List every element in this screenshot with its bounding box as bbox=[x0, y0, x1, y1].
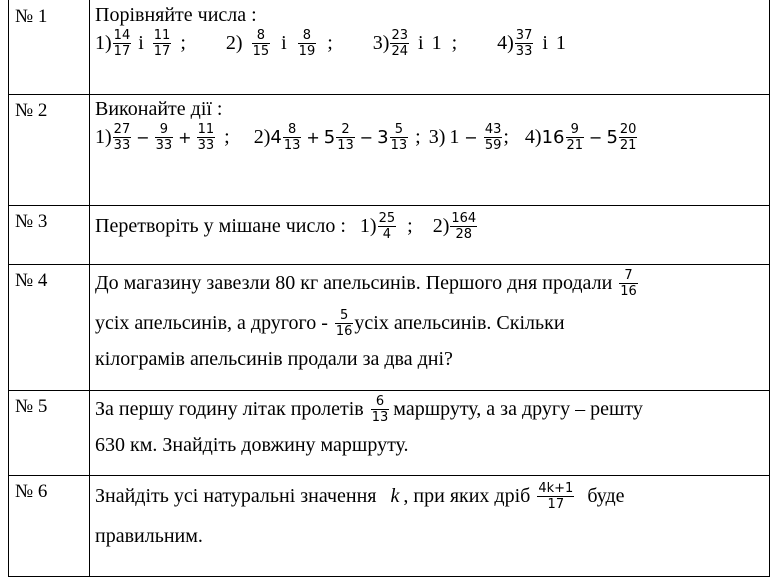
task-text: Знайдіть усі натуральні значення bbox=[95, 485, 377, 507]
comparison-list bbox=[95, 28, 566, 59]
fraction: 8 19 bbox=[298, 28, 316, 59]
fraction: 164 28 bbox=[451, 211, 477, 242]
task-title: Виконайте дії : bbox=[95, 98, 223, 120]
comparison-item: 4) 37 33 і 1 bbox=[497, 28, 566, 59]
task-text: усіх апельсинів. Скільки bbox=[354, 312, 565, 334]
task-text: кілограмів апельсинів продали за два дні? bbox=[95, 348, 453, 370]
task-text: За першу годину літак пролетів bbox=[95, 398, 364, 420]
expression-item: 1) 27 33 − $\frac{9}{33}$ + $\frac{11}{33}$ ; bbox=[95, 122, 230, 153]
fraction: $\frac{43}{59}$ bbox=[484, 122, 502, 153]
expression-item: 2) 4 8 13 + 5 2 13 − 3 5 13 ; bbox=[253, 122, 421, 153]
task-text: До магазину завезли 80 кг апельсинів. Першого дня продали bbox=[95, 272, 613, 294]
comparison-item: 2) 8 15 і 8 19 ; bbox=[225, 28, 333, 59]
comparison-item: 3) 23 24 і 1 ; bbox=[372, 28, 458, 59]
fraction: 37 33 bbox=[515, 28, 533, 59]
fraction: 20 21 bbox=[619, 122, 637, 153]
fraction: 5 16 bbox=[335, 308, 353, 339]
fraction: 11 17 bbox=[153, 28, 171, 59]
expression-item: 4) 16 9 21 − 5 20 21 bbox=[524, 122, 637, 153]
fraction: 7 16 bbox=[620, 268, 637, 299]
fraction: 6 13 bbox=[371, 394, 389, 425]
task-number: № 1 bbox=[15, 6, 48, 27]
row-divider bbox=[9, 205, 769, 206]
task-number: № 5 bbox=[15, 396, 48, 417]
task-title: Порівняйте числа : bbox=[95, 4, 257, 26]
task-text: Перетворіть у мішане число : bbox=[95, 215, 346, 237]
tasks-table bbox=[8, 0, 770, 577]
task-text: буде bbox=[587, 485, 625, 507]
fraction: 9 21 bbox=[566, 122, 584, 153]
mixed-number-item: 2) 164 28 bbox=[432, 211, 477, 242]
expression-list bbox=[95, 122, 638, 153]
row-divider bbox=[9, 390, 769, 391]
variable-k: k bbox=[390, 485, 400, 507]
row-divider bbox=[9, 94, 769, 95]
fraction: 5 13 bbox=[390, 122, 408, 153]
task-text: 630 км. Знайдіть довжину маршруту. bbox=[95, 434, 409, 456]
task-text: маршруту, а за другу – решту bbox=[393, 398, 643, 420]
comparison-item: 1) 14 17 і 11 17 ; bbox=[95, 28, 186, 59]
row-divider bbox=[9, 264, 769, 265]
fraction: 25 4 bbox=[378, 211, 396, 242]
task-number: № 6 bbox=[15, 481, 48, 502]
task-number: № 2 bbox=[15, 100, 48, 121]
row-divider bbox=[9, 475, 769, 476]
task-number: № 3 bbox=[15, 211, 48, 232]
fraction: 8 15 bbox=[252, 28, 270, 59]
fraction: 2 13 bbox=[337, 122, 354, 153]
column-divider bbox=[89, 0, 90, 576]
fraction: 23 24 bbox=[391, 28, 408, 59]
mixed-number-item: 1) 25 4 ; bbox=[359, 211, 413, 242]
task-text: усіх апельсинів, а другого - bbox=[95, 312, 328, 334]
fraction: 8 13 bbox=[283, 122, 301, 153]
fraction: $\frac{11}{33}$ bbox=[197, 122, 215, 153]
fraction: 4k+1 17 bbox=[538, 481, 574, 512]
task-number: № 4 bbox=[15, 270, 48, 291]
fraction: 27 33 bbox=[113, 122, 131, 153]
fraction: $\frac{9}{33}$ bbox=[155, 122, 173, 153]
task-text: правильним. bbox=[95, 525, 203, 547]
expression-item: 3) 1 − $\frac{43}{59}$ ; bbox=[428, 122, 509, 153]
task-text: , при яких дріб bbox=[403, 485, 531, 507]
fraction: 14 17 bbox=[113, 28, 131, 59]
